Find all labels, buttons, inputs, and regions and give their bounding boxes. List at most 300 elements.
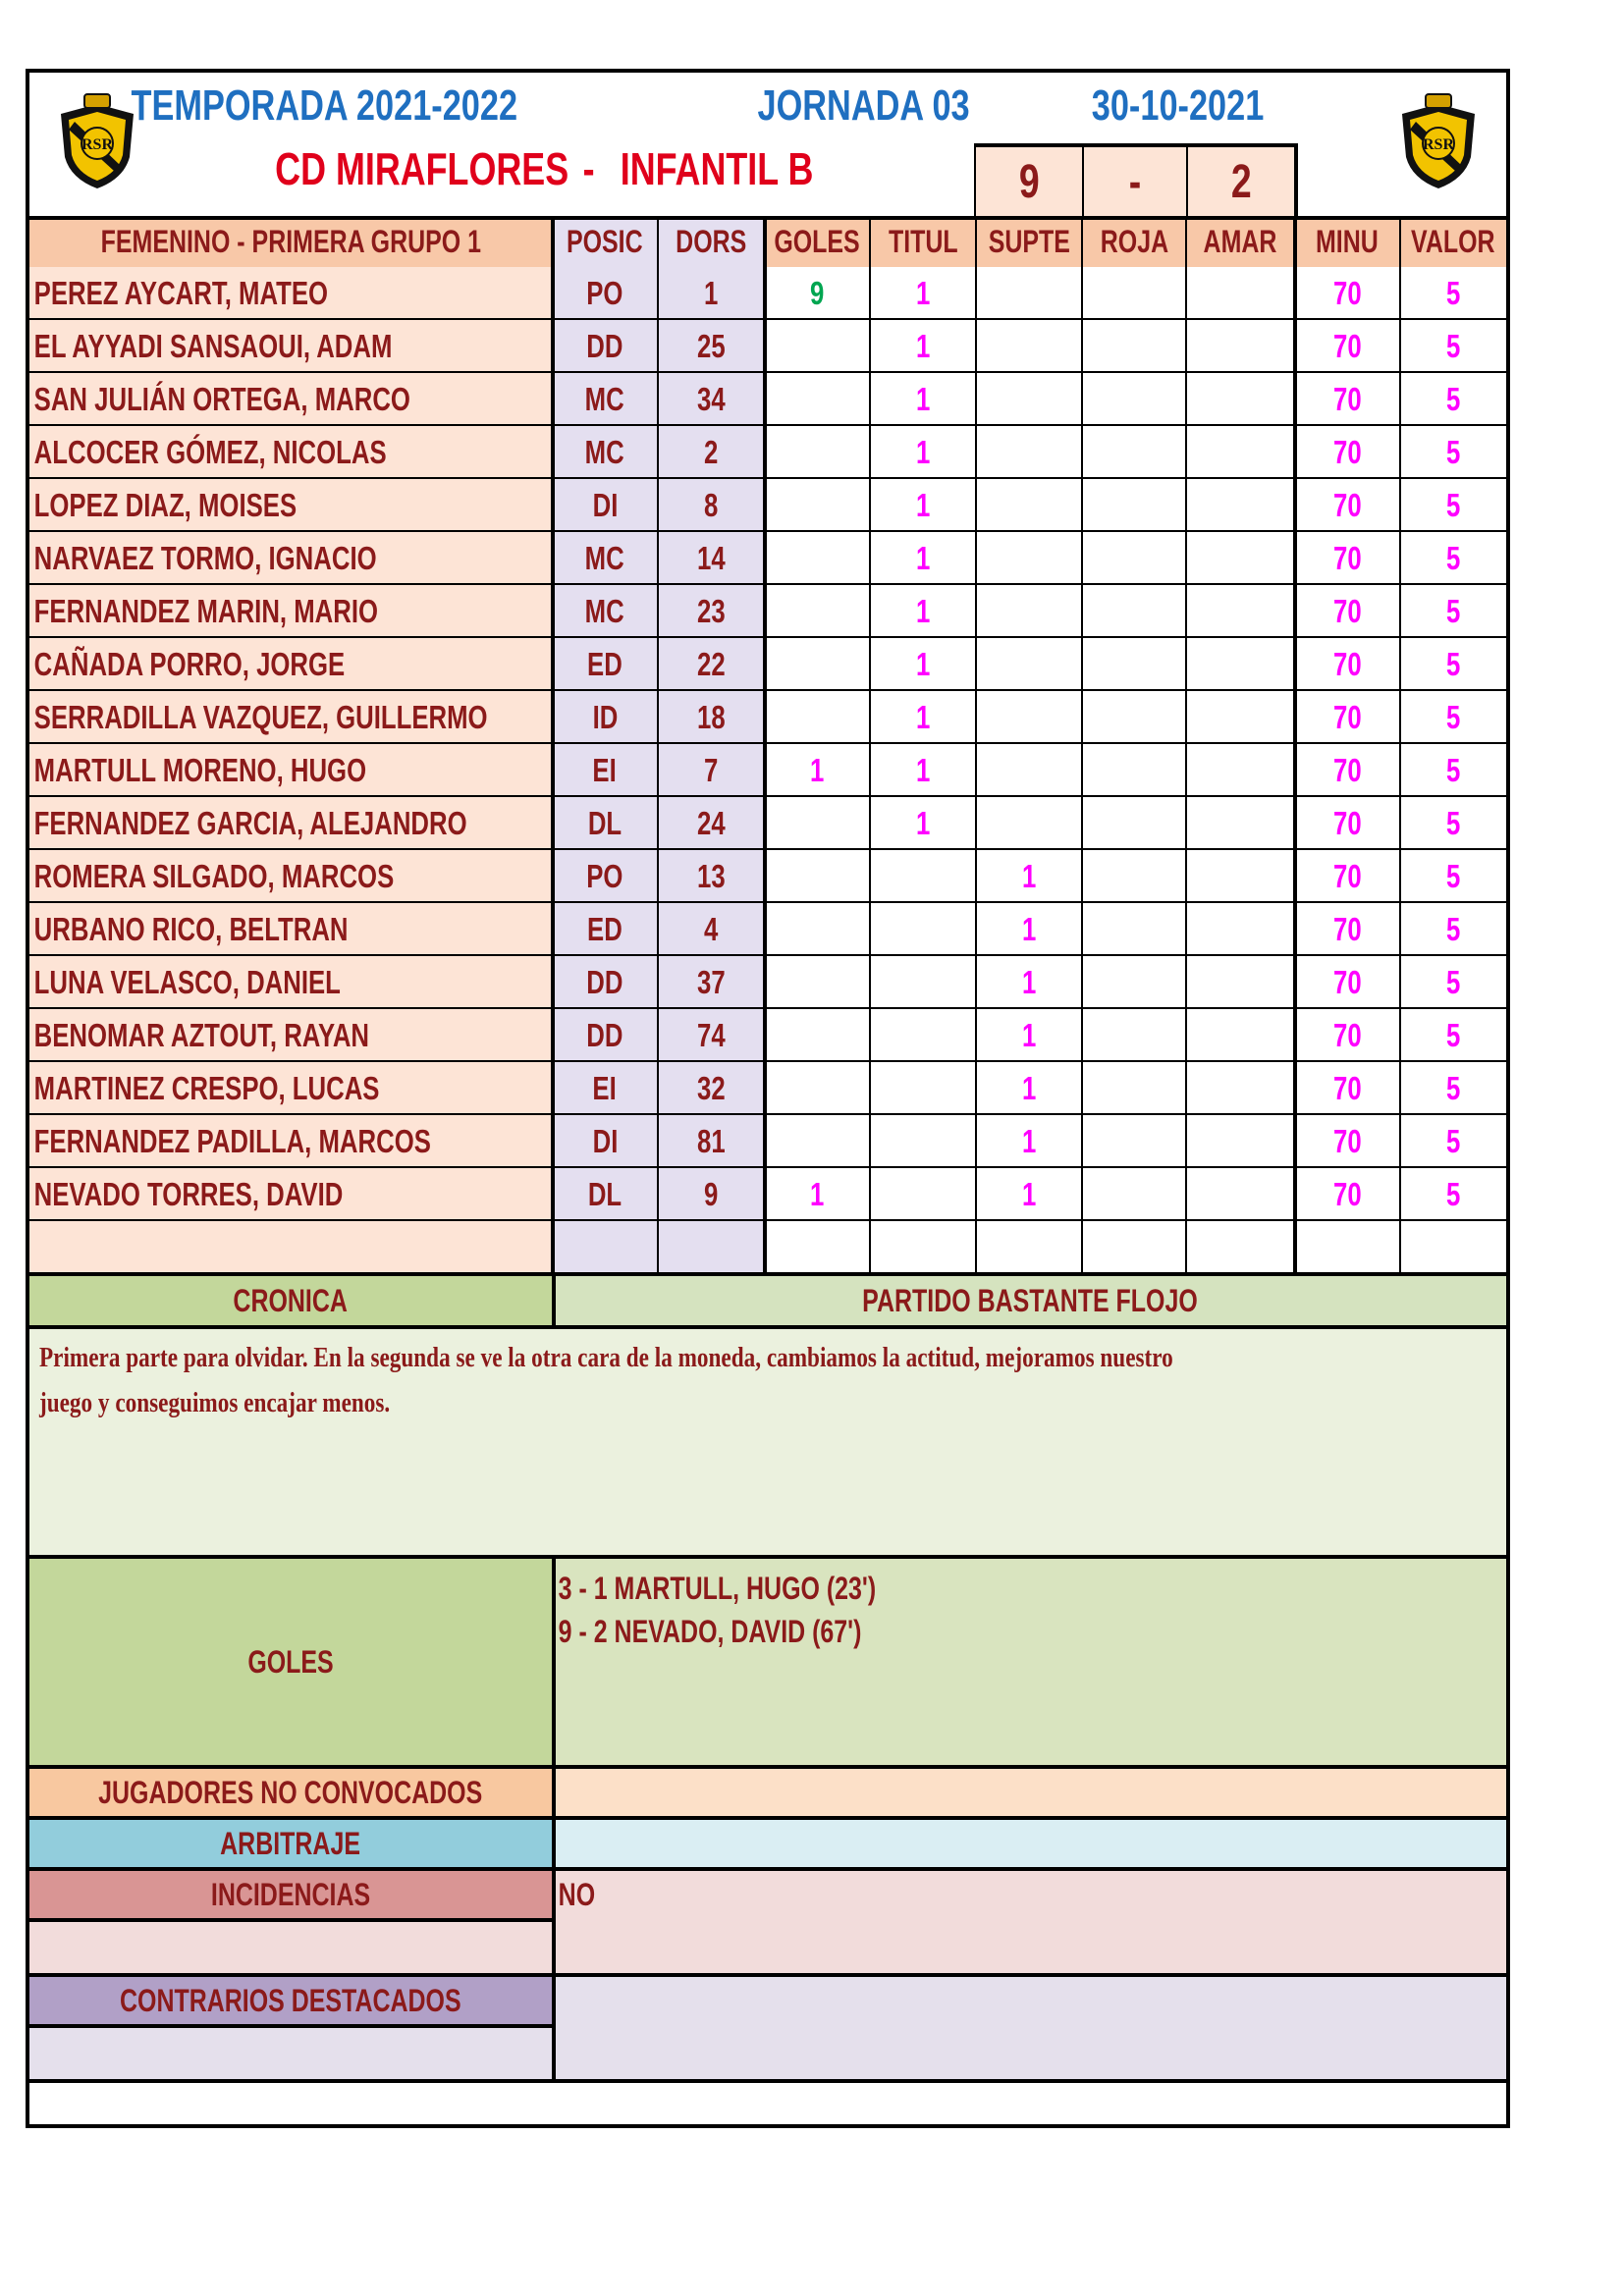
grid-line [763, 216, 767, 1274]
player-dors-text: 32 [696, 1070, 726, 1106]
player-amar [1186, 320, 1294, 373]
player-amar [1186, 797, 1294, 850]
player-posic [552, 585, 658, 638]
player-posic [552, 956, 658, 1009]
player-supte [976, 426, 1082, 479]
player-posic-text: DD [586, 964, 623, 1000]
player-minu [1294, 1009, 1400, 1062]
player-name [29, 956, 552, 1009]
no-convocados-label [29, 1769, 552, 1816]
player-titul-text: 1 [915, 275, 931, 311]
player-minu [1294, 1115, 1400, 1168]
player-posic [552, 1221, 658, 1274]
player-titul-text: 1 [915, 540, 931, 576]
player-posic-text: MC [584, 593, 625, 629]
player-titul-text: 1 [915, 699, 931, 735]
column-header-roja [1082, 216, 1186, 267]
player-titul [870, 638, 976, 691]
cronica-label [29, 1276, 552, 1325]
player-dors-text: 74 [696, 1017, 726, 1053]
column-header-amar-text: AMAR [1203, 223, 1277, 259]
player-name-text: BENOMAR AZTOUT, RAYAN [33, 1017, 370, 1053]
score-home-text: 9 [1018, 155, 1040, 208]
player-dors [658, 1221, 764, 1274]
player-minu [1294, 1168, 1400, 1221]
player-name [29, 1062, 552, 1115]
player-name-text: CAÑADA PORRO, JORGE [33, 646, 346, 682]
column-header-posic-text: POSIC [567, 223, 643, 259]
player-supte-text: 1 [1021, 911, 1037, 947]
player-valor [1400, 1009, 1506, 1062]
score-away [1188, 147, 1294, 216]
contrarios-destacados-label [29, 1977, 552, 2024]
player-dors-text: 9 [703, 1176, 719, 1212]
contrarios-destacados-label-text: CONTRARIOS DESTACADOS [120, 1982, 461, 2018]
player-amar [1186, 1221, 1294, 1274]
player-posic-text: EI [592, 1070, 618, 1106]
player-dors-text: 81 [696, 1123, 726, 1159]
grid-line [869, 216, 871, 1274]
grid-line [29, 2024, 552, 2028]
grid-line [552, 1276, 556, 1325]
player-supte [976, 744, 1082, 797]
player-posic-text: MC [584, 540, 625, 576]
player-dors-text: 4 [703, 911, 719, 947]
column-header-name-text: FEMENINO - PRIMERA GRUPO 1 [100, 223, 481, 259]
player-roja [1082, 267, 1186, 320]
player-dors-text: 8 [703, 487, 719, 523]
column-header-valor [1400, 216, 1506, 267]
player-supte-text: 1 [1021, 1123, 1037, 1159]
player-titul [870, 797, 976, 850]
player-valor-text: 5 [1445, 699, 1461, 735]
player-supte [976, 956, 1082, 1009]
player-dors-text: 34 [696, 381, 726, 417]
player-minu [1294, 956, 1400, 1009]
player-supte [976, 373, 1082, 426]
player-posic [552, 1168, 658, 1221]
player-roja [1082, 585, 1186, 638]
cronica-summary [554, 1276, 1506, 1325]
player-dors [658, 1115, 764, 1168]
player-name [29, 1168, 552, 1221]
player-supte [976, 1168, 1082, 1221]
logo-text: RSR [81, 136, 114, 153]
player-goles [764, 797, 870, 850]
incidencias-label-text: INCIDENCIAS [210, 1876, 371, 1912]
goal-entry [554, 1567, 1143, 1610]
no-convocados-label-text: JUGADORES NO CONVOCADOS [98, 1774, 483, 1810]
player-titul [870, 956, 976, 1009]
score-separator-text: - [1128, 155, 1142, 208]
incidencias-label-extra [29, 1922, 552, 1973]
player-titul-text: 1 [915, 328, 931, 364]
player-titul-text: 1 [915, 434, 931, 470]
player-supte [976, 320, 1082, 373]
player-amar [1186, 532, 1294, 585]
player-dors-text: 18 [696, 699, 726, 735]
player-titul [870, 1168, 976, 1221]
player-supte-text: 1 [1021, 964, 1037, 1000]
player-valor-text: 5 [1445, 752, 1461, 788]
player-dors-text: 37 [696, 964, 726, 1000]
club-name-text: CD MIRAFLORES [275, 143, 569, 194]
player-minu [1294, 585, 1400, 638]
player-minu-text: 70 [1332, 805, 1362, 841]
player-roja [1082, 797, 1186, 850]
player-roja [1082, 532, 1186, 585]
player-valor-text: 5 [1445, 911, 1461, 947]
player-minu-text: 70 [1332, 434, 1362, 470]
player-minu-text: 70 [1332, 487, 1362, 523]
grid-line [552, 1977, 556, 2079]
player-supte [976, 479, 1082, 532]
player-minu-text: 70 [1332, 381, 1362, 417]
column-header-roja-text: ROJA [1100, 223, 1168, 259]
player-amar [1186, 956, 1294, 1009]
player-posic [552, 691, 658, 744]
player-roja [1082, 903, 1186, 956]
player-posic [552, 744, 658, 797]
incidencias-label [29, 1871, 552, 1918]
player-goles [764, 267, 870, 320]
date-title [1070, 79, 1286, 133]
player-posic [552, 320, 658, 373]
column-header-valor-text: VALOR [1411, 223, 1495, 259]
grid-line [1294, 143, 1298, 216]
player-goles-text: 1 [809, 752, 825, 788]
player-roja [1082, 320, 1186, 373]
player-dors-text: 2 [703, 434, 719, 470]
player-titul-text: 1 [915, 487, 931, 523]
incidencias-value-text: NO [558, 1876, 596, 1912]
player-roja [1082, 638, 1186, 691]
player-goles [764, 426, 870, 479]
cronica-text-content: Primera parte para olvidar. En la segunda se ve la otra cara de la moneda, cambiamos la actitud, mejoramos nuestro juego y conseguimos encajar menos. [39, 1342, 1173, 1418]
player-dors [658, 585, 764, 638]
player-roja [1082, 1115, 1186, 1168]
player-posic [552, 373, 658, 426]
player-supte [976, 903, 1082, 956]
grid-line [29, 2079, 1506, 2083]
player-minu [1294, 1221, 1400, 1274]
player-dors [658, 797, 764, 850]
player-valor [1400, 320, 1506, 373]
player-name-text: PEREZ AYCART, MATEO [33, 275, 329, 311]
player-roja [1082, 850, 1186, 903]
club-crest-right-icon [1396, 92, 1481, 190]
club-separator-text: - [583, 143, 595, 194]
player-minu-text: 70 [1332, 911, 1362, 947]
player-minu [1294, 903, 1400, 956]
player-amar [1186, 1009, 1294, 1062]
player-roja [1082, 479, 1186, 532]
player-minu-text: 70 [1332, 540, 1362, 576]
team-name-text: INFANTIL B [620, 143, 814, 194]
player-posic [552, 1009, 658, 1062]
player-dors [658, 267, 764, 320]
contrarios-destacados-label-extra [29, 2028, 552, 2079]
player-posic [552, 1062, 658, 1115]
round-title [746, 79, 982, 133]
player-supte [976, 638, 1082, 691]
player-minu-text: 70 [1332, 858, 1362, 894]
player-roja [1082, 1168, 1186, 1221]
grid-line [551, 216, 555, 1274]
player-dors-text: 13 [696, 858, 726, 894]
player-valor-text: 5 [1445, 381, 1461, 417]
player-amar [1186, 1062, 1294, 1115]
player-dors [658, 903, 764, 956]
player-supte [976, 1115, 1082, 1168]
player-goles [764, 585, 870, 638]
player-supte [976, 850, 1082, 903]
player-posic-text: DI [592, 1123, 618, 1159]
player-goles [764, 373, 870, 426]
player-minu-text: 70 [1332, 752, 1362, 788]
column-header-posic [552, 216, 658, 267]
player-minu [1294, 1062, 1400, 1115]
player-valor-text: 5 [1445, 540, 1461, 576]
player-amar [1186, 426, 1294, 479]
player-amar [1186, 638, 1294, 691]
player-goles [764, 1115, 870, 1168]
player-dors [658, 479, 764, 532]
player-posic-text: DL [587, 1176, 623, 1212]
player-posic [552, 850, 658, 903]
player-posic [552, 903, 658, 956]
column-header-dors [658, 216, 764, 267]
player-supte-text: 1 [1021, 1176, 1037, 1212]
player-titul [870, 744, 976, 797]
player-valor-text: 5 [1445, 328, 1461, 364]
player-valor [1400, 691, 1506, 744]
grid-line [1293, 216, 1297, 1274]
grid-line [552, 1769, 556, 1816]
player-goles [764, 1009, 870, 1062]
player-valor-text: 5 [1445, 487, 1461, 523]
player-name [29, 532, 552, 585]
player-dors [658, 426, 764, 479]
player-dors [658, 956, 764, 1009]
player-dors [658, 532, 764, 585]
player-roja [1082, 956, 1186, 1009]
player-goles [764, 1221, 870, 1274]
player-minu-text: 70 [1332, 1176, 1362, 1212]
player-name [29, 1115, 552, 1168]
player-minu [1294, 532, 1400, 585]
player-posic-text: DD [586, 328, 623, 364]
player-valor [1400, 903, 1506, 956]
player-valor [1400, 1168, 1506, 1221]
player-name-text: SERRADILLA VAZQUEZ, GUILLERMO [33, 699, 488, 735]
player-goles [764, 903, 870, 956]
player-titul [870, 532, 976, 585]
player-name-text: FERNANDEZ MARIN, MARIO [33, 593, 379, 629]
player-minu [1294, 638, 1400, 691]
player-titul [870, 585, 976, 638]
grid-line [552, 1559, 556, 1765]
player-goles [764, 479, 870, 532]
cronica-text [39, 1335, 1492, 1541]
club-crest-left-icon [55, 92, 139, 190]
player-valor [1400, 1221, 1506, 1274]
column-header-titul [870, 216, 976, 267]
contrarios-destacados-value [554, 1977, 1506, 2024]
player-goles [764, 691, 870, 744]
team-name [599, 139, 835, 198]
player-roja [1082, 373, 1186, 426]
player-dors [658, 1009, 764, 1062]
cronica-summary-text: PARTIDO BASTANTE FLOJO [862, 1282, 1198, 1318]
column-header-dors-text: DORS [675, 223, 747, 259]
grid-line [657, 216, 659, 1274]
score-separator [1084, 147, 1186, 216]
player-amar [1186, 850, 1294, 903]
player-valor [1400, 267, 1506, 320]
player-dors [658, 638, 764, 691]
player-name [29, 585, 552, 638]
grid-line [1185, 216, 1187, 1274]
player-name-text: ALCOCER GÓMEZ, NICOLAS [33, 434, 387, 470]
player-dors [658, 691, 764, 744]
player-goles [764, 1062, 870, 1115]
player-roja [1082, 744, 1186, 797]
player-minu-text: 70 [1332, 646, 1362, 682]
player-titul [870, 1221, 976, 1274]
player-posic-text: DI [592, 487, 618, 523]
season-title [131, 79, 517, 133]
player-supte [976, 585, 1082, 638]
goal-entry [554, 1610, 1143, 1653]
player-posic-text: DL [587, 805, 623, 841]
season-title-text: TEMPORADA 2021-2022 [131, 81, 517, 130]
player-minu [1294, 373, 1400, 426]
player-supte-text: 1 [1021, 858, 1037, 894]
player-valor-text: 5 [1445, 1123, 1461, 1159]
player-posic-text: PO [586, 858, 623, 894]
player-valor [1400, 1062, 1506, 1115]
player-minu-text: 70 [1332, 699, 1362, 735]
grid-line [29, 1918, 552, 1922]
column-header-goles [764, 216, 870, 267]
player-dors [658, 373, 764, 426]
player-roja [1082, 426, 1186, 479]
player-titul [870, 426, 976, 479]
player-valor [1400, 638, 1506, 691]
column-header-titul-text: TITUL [888, 223, 958, 259]
player-minu-text: 70 [1332, 593, 1362, 629]
player-posic-text: ED [587, 646, 623, 682]
match-report-sheet [26, 69, 1510, 2128]
column-header-name [29, 216, 552, 267]
club-name [265, 139, 579, 198]
player-supte [976, 1009, 1082, 1062]
player-posic [552, 797, 658, 850]
goles-label-text: GOLES [247, 1643, 334, 1680]
player-dors-text: 23 [696, 593, 726, 629]
player-posic-text: EI [592, 752, 618, 788]
player-minu [1294, 850, 1400, 903]
player-posic [552, 426, 658, 479]
player-titul [870, 1009, 976, 1062]
player-titul [870, 1115, 976, 1168]
player-amar [1186, 903, 1294, 956]
grid-line [552, 1820, 556, 1867]
player-supte [976, 532, 1082, 585]
player-supte [976, 691, 1082, 744]
player-goles-text: 9 [809, 275, 825, 311]
player-minu-text: 70 [1332, 275, 1362, 311]
date-title-text: 30-10-2021 [1092, 81, 1265, 130]
player-name [29, 850, 552, 903]
player-titul [870, 479, 976, 532]
player-posic-text: PO [586, 275, 623, 311]
player-dors-text: 7 [703, 752, 719, 788]
player-valor-text: 5 [1445, 593, 1461, 629]
player-minu [1294, 744, 1400, 797]
player-goles [764, 956, 870, 1009]
player-name-text: URBANO RICO, BELTRAN [33, 911, 349, 947]
player-posic-text: ID [592, 699, 618, 735]
player-name [29, 744, 552, 797]
player-valor-text: 5 [1445, 805, 1461, 841]
player-posic-text: ED [587, 911, 623, 947]
player-titul-text: 1 [915, 646, 931, 682]
player-amar [1186, 373, 1294, 426]
player-goles [764, 744, 870, 797]
player-supte [976, 267, 1082, 320]
player-minu-text: 70 [1332, 1070, 1362, 1106]
player-posic-text: DD [586, 1017, 623, 1053]
arbitraje-value [554, 1820, 1506, 1867]
player-name [29, 479, 552, 532]
player-goles [764, 1168, 870, 1221]
arbitraje-label-text: ARBITRAJE [220, 1825, 361, 1861]
player-name [29, 373, 552, 426]
player-posic [552, 532, 658, 585]
player-valor [1400, 585, 1506, 638]
player-posic [552, 638, 658, 691]
player-roja [1082, 1221, 1186, 1274]
player-name-text: LOPEZ DIAZ, MOISES [33, 487, 298, 523]
player-valor-text: 5 [1445, 858, 1461, 894]
player-dors-text: 22 [696, 646, 726, 682]
player-name [29, 320, 552, 373]
grid-line [1399, 216, 1401, 1274]
player-titul-text: 1 [915, 752, 931, 788]
player-titul [870, 267, 976, 320]
player-minu [1294, 320, 1400, 373]
player-minu-text: 70 [1332, 1017, 1362, 1053]
player-goles [764, 320, 870, 373]
player-valor-text: 5 [1445, 434, 1461, 470]
player-amar [1186, 744, 1294, 797]
incidencias-value [554, 1871, 1506, 1918]
player-dors-text: 24 [696, 805, 726, 841]
player-valor [1400, 426, 1506, 479]
column-header-supte [976, 216, 1082, 267]
player-amar [1186, 267, 1294, 320]
player-posic [552, 267, 658, 320]
player-supte [976, 797, 1082, 850]
player-dors [658, 1168, 764, 1221]
player-supte-text: 1 [1021, 1070, 1037, 1106]
column-header-amar [1186, 216, 1294, 267]
player-minu [1294, 426, 1400, 479]
player-name-text: MARTULL MORENO, HUGO [33, 752, 367, 788]
player-name-text: NARVAEZ TORMO, IGNACIO [33, 540, 377, 576]
